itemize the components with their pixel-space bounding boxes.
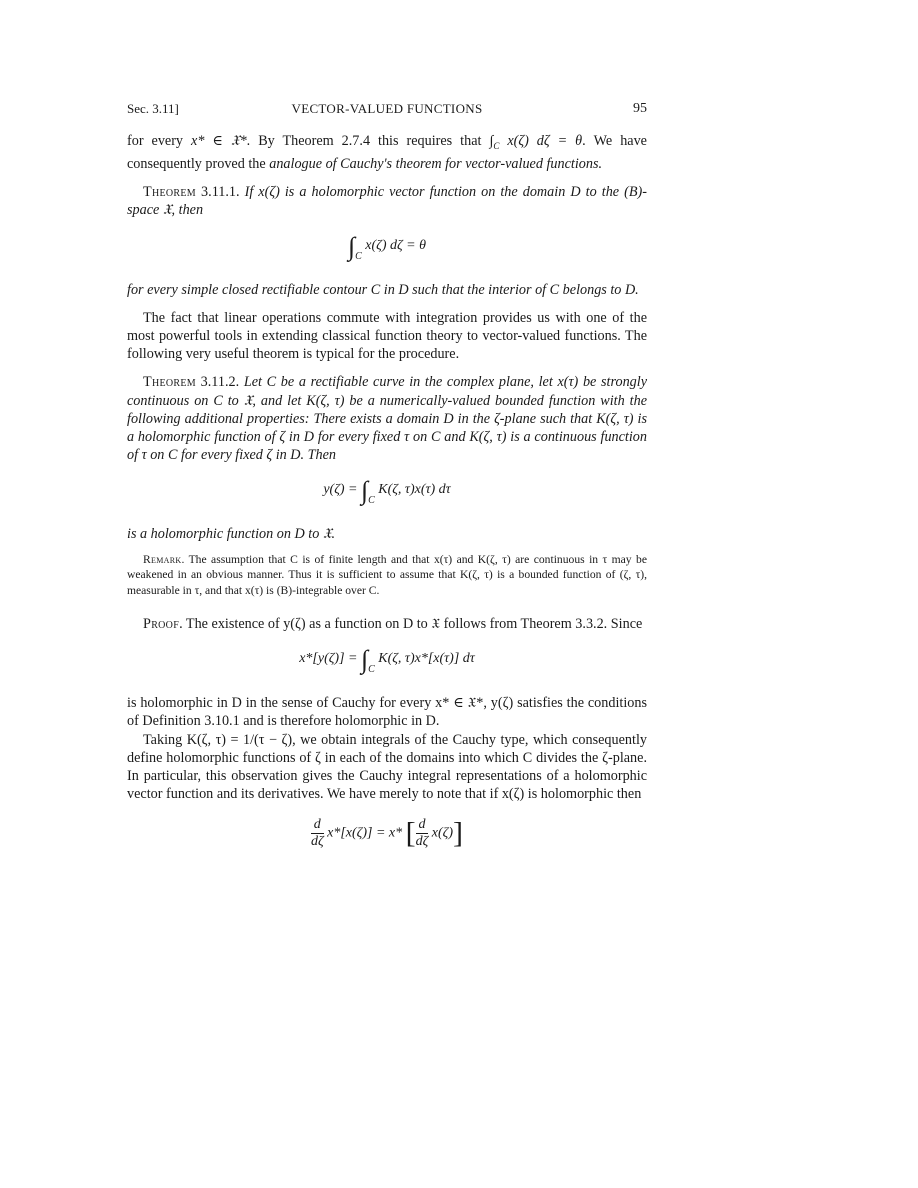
page-number: 95: [633, 101, 647, 116]
theorem-label: Theorem: [143, 374, 196, 391]
proof-continuation: is holomorphic in D in the sense of Cauchy for every x* ∈ 𝔛*, y(ζ) satisfies the conditions of Definition 3.10.1 and is therefore holomorphic in D.: [127, 695, 647, 730]
theorem-conclusion: for every simple closed rectifiable contour C in D such that the interior of C belongs to D.: [127, 281, 639, 298]
emphasis: analogue of Cauchy's theorem for vector-valued functions.: [269, 156, 603, 173]
theorem-number: 3.11.2.: [196, 374, 244, 391]
paragraph-linear-operations: The fact that linear operations commute with integration provides us with one of the most powerful tools in extending classical function theory to vector-valued functions. The following very useful theorem is typical for the procedure.: [127, 309, 647, 363]
display-formula-derivative: $\frac{d}{d\zeta}$ x*[x(ζ)] = x* [ $\frac{d}{d\zeta}$ x(ζ)]: [310, 817, 464, 851]
running-header: [127, 101, 647, 119]
integral-sign: ∫: [489, 133, 494, 149]
theorem-conclusion: is a holomorphic function on D to 𝔛.: [127, 526, 336, 543]
theorem-number: 3.11.1.: [196, 184, 245, 201]
remark-label: Remark: [143, 552, 182, 566]
display-formula-cauchy: $\int_C$ x(ζ) dζ = θ: [348, 231, 426, 262]
chapter-title: VECTOR-VALUED FUNCTIONS: [291, 101, 483, 116]
section-ref: Sec. 3.11]: [127, 101, 179, 116]
inline-math: x(ζ) dζ = θ: [499, 133, 583, 149]
display-formula-y: $y(\zeta) = \int_C$ K(ζ, τ)x(τ) dτ: [323, 476, 451, 507]
proof-label: Proof: [143, 616, 180, 633]
proof: Proof. The existence of y(ζ) as a function on D to 𝔛 follows from Theorem 3.3.2. Since: [143, 616, 643, 633]
theorem-3-11-1: [127, 183, 647, 219]
theorem-statement: If x(ζ) is a holomorphic vector function on the domain D to the (B)-space 𝔛, then: [127, 184, 647, 219]
remark: Remark. The assumption that C is of finite length and that x(τ) and K(ζ, τ) are continuous in τ may be weakened in an obvious manner. Thus it is sufficient to assume that K(ζ, τ) is a bounded function of (ζ, τ), measurable in τ, and that x(τ) is (B)-integrable over C.: [127, 552, 647, 598]
theorem-label: Theorem: [143, 184, 196, 201]
display-formula-functional: $x*[y(\zeta)] = \int_C$ K(ζ, τ)x*[x(τ)] dτ: [299, 645, 475, 676]
paragraph-cauchy-intro: for every x* ∈ 𝔛*. By Theorem 2.7.4 this requires that $\int_C$ x(ζ) dζ = θ. We have consequently proved the analogue of Cauchy's theorem for vector-valued functions.: [127, 133, 647, 173]
theorem-statement: Let C be a rectifiable curve in the complex plane, let x(τ) be strongly continuous on C to 𝔛, and let K(ζ, τ) be a numerically-valued bounded function with the following additional properties: There exists a domain D in the ζ-plane such that K(ζ, τ) is a holomorphic function of ζ in D for every fixed τ on C and K(ζ, τ) is a continuous function of τ on C for every fixed ζ in D. Then: [127, 374, 647, 464]
theorem-3-11-2: [127, 373, 647, 464]
page-body: [127, 132, 647, 862]
paragraph-cauchy-type: Taking K(ζ, τ) = 1/(τ − ζ), we obtain integrals of the Cauchy type, which consequently define holomorphic functions of ζ in each of the domains into which C divides the ζ-plane. In particular, this observation gives the Cauchy integral representations of a holomorphic vector function and its derivatives. We have merely to note that if x(ζ) is holomorphic then: [127, 731, 647, 803]
inline-math: x* ∈ 𝔛*: [191, 133, 247, 149]
